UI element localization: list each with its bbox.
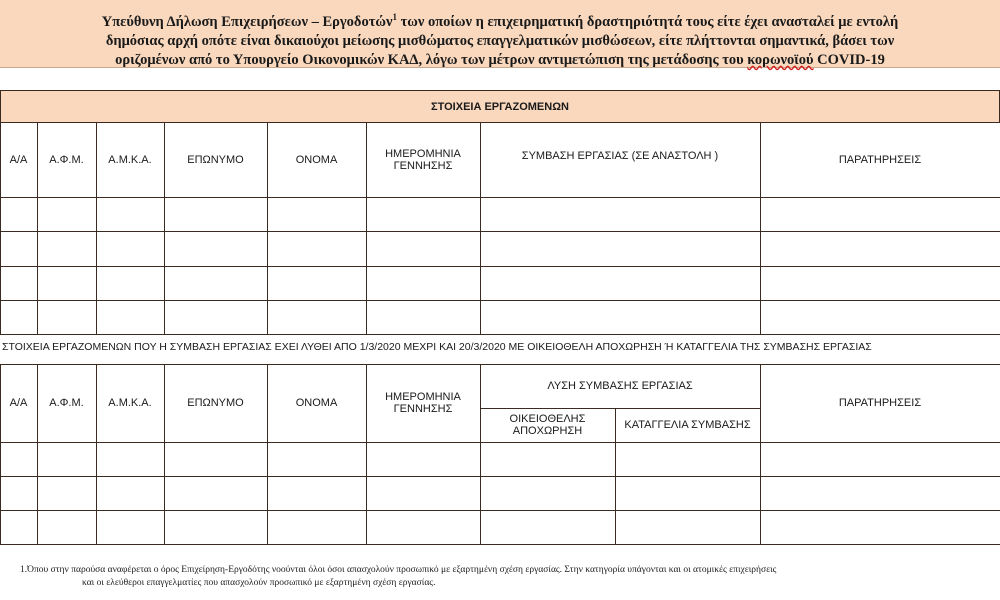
- table1-column-header: Α/Α: [9, 153, 28, 166]
- table2-input-cell[interactable]: [366, 510, 480, 544]
- table2-bottom-border: [0, 544, 1000, 545]
- table1-input-cell[interactable]: [37, 300, 96, 334]
- table2-group-header: ΛΥΣΗ ΣΥΜΒΑΣΗΣ ΕΡΓΑΣΙΑΣ: [547, 380, 693, 392]
- table2-column-header: ΟΝΟΜΑ: [295, 397, 338, 409]
- table1-column-header: Α.Φ.Μ.: [49, 153, 84, 166]
- table2-subheader-voluntary-exit: ΟΙΚΕΙΟΘΕΛΗΣ ΑΠΟΧΩΡΗΣΗ: [509, 413, 586, 437]
- table1-input-cell[interactable]: [0, 197, 37, 231]
- table2-subheader-termination: ΚΑΤΑΓΓΕΛΙΑ ΣΥΜΒΑΣΗΣ: [624, 419, 751, 431]
- table1-input-cell[interactable]: [96, 231, 164, 266]
- title-line1: Υπεύθυνη Δήλωση Επιχειρήσεων – Εργοδοτών: [101, 13, 393, 30]
- table2-input-cell[interactable]: [37, 476, 96, 510]
- table1-column-header: ΠΑΡΑΤΗΡΗΣΕΙΣ: [838, 153, 922, 166]
- table2-column-header: Α.Φ.Μ.: [49, 397, 84, 409]
- table1-input-cell[interactable]: [37, 231, 96, 266]
- footnote-line2: και οι ελεύθεροι επαγγελματίες που απασχολούν προσωπικό με εξαρτημένη σχέση εργασίας.: [82, 578, 436, 588]
- table1-input-cell[interactable]: [760, 266, 1000, 300]
- table1-input-cell[interactable]: [164, 300, 267, 334]
- table1-input-cell[interactable]: [96, 197, 164, 231]
- table1-input-cell[interactable]: [366, 266, 480, 300]
- table1-input-cell[interactable]: [480, 266, 760, 300]
- table2-column-header: Α.Μ.Κ.Α.: [108, 397, 152, 409]
- table1-input-cell[interactable]: [267, 197, 366, 231]
- table2-input-cell[interactable]: [37, 442, 96, 476]
- table2-input-cell[interactable]: [760, 510, 1000, 544]
- table1-input-cell[interactable]: [37, 266, 96, 300]
- table2-input-cell[interactable]: [615, 510, 760, 544]
- table1-input-cell[interactable]: [164, 197, 267, 231]
- table1-title: ΣΤΟΙΧΕΙΑ ΕΡΓΑΖΟΜΕΝΩΝ: [431, 100, 569, 113]
- spellcheck-word: κορωνοϊού: [747, 51, 814, 68]
- table1-input-cell[interactable]: [37, 197, 96, 231]
- title-line1-rest: των οποίων η επιχειρηματική δραστηριότητά τους είτε έχει ανασταλεί με εντολή: [396, 13, 899, 30]
- table1-input-cell[interactable]: [0, 231, 37, 266]
- table2-input-cell[interactable]: [0, 442, 37, 476]
- table1-column-header: ΕΠΩΝΥΜΟ: [187, 153, 244, 166]
- table1-input-cell[interactable]: [760, 300, 1000, 334]
- table2-input-cell[interactable]: [615, 476, 760, 510]
- table2-input-cell[interactable]: [96, 476, 164, 510]
- table2-top-border: [0, 364, 1000, 365]
- table2-input-cell[interactable]: [366, 442, 480, 476]
- table2-column-header: ΠΑΡΑΤΗΡΗΣΕΙΣ: [838, 397, 922, 409]
- title-line3-rest: COVID-19: [813, 51, 885, 68]
- table1-input-cell[interactable]: [96, 266, 164, 300]
- table2-column-header: ΕΠΩΝΥΜΟ: [187, 397, 244, 409]
- table1-input-cell[interactable]: [366, 231, 480, 266]
- table1-bottom-border: [0, 334, 1000, 335]
- table2-input-cell[interactable]: [164, 476, 267, 510]
- table1-column-header: Α.Μ.Κ.Α.: [108, 153, 152, 166]
- table2-input-cell[interactable]: [96, 510, 164, 544]
- table1-input-cell[interactable]: [760, 231, 1000, 266]
- table1-input-cell[interactable]: [480, 197, 760, 231]
- table1-input-cell[interactable]: [267, 300, 366, 334]
- table2-input-cell[interactable]: [0, 510, 37, 544]
- table2-column-header: Α/Α: [9, 397, 28, 409]
- table1-column-header: ΣΥΜΒΑΣΗ ΕΡΓΑΣΙΑΣ (ΣΕ ΑΝΑΣΤΟΛΗ ): [521, 150, 719, 162]
- table1-input-cell[interactable]: [0, 266, 37, 300]
- table1-column-header: ΗΜΕΡΟΜΗΝΙΑ ΓΕΝΝΗΣΗΣ: [385, 147, 461, 172]
- table2-input-cell[interactable]: [366, 476, 480, 510]
- table2-input-cell[interactable]: [267, 442, 366, 476]
- table2-input-cell[interactable]: [164, 442, 267, 476]
- title-line3: οριζομένων από το Υπουργείο Οικονομικών ΚΑΔ, λόγω των μέτρων αντιμετώπιση της μετάδοσης του: [115, 51, 748, 68]
- table1-input-cell[interactable]: [366, 300, 480, 334]
- table2-input-cell[interactable]: [164, 510, 267, 544]
- table1-input-cell[interactable]: [267, 266, 366, 300]
- table1-input-cell[interactable]: [366, 197, 480, 231]
- table2-input-cell[interactable]: [760, 442, 1000, 476]
- table2-input-cell[interactable]: [96, 442, 164, 476]
- table1-input-cell[interactable]: [480, 300, 760, 334]
- table1-input-cell[interactable]: [0, 300, 37, 334]
- table2-input-cell[interactable]: [37, 510, 96, 544]
- table2-input-cell[interactable]: [480, 442, 615, 476]
- footnote: [20, 564, 1000, 590]
- table1-input-cell[interactable]: [164, 231, 267, 266]
- table2-input-cell[interactable]: [267, 476, 366, 510]
- table1-input-cell[interactable]: [480, 231, 760, 266]
- table1-column-header: ΟΝΟΜΑ: [295, 153, 338, 166]
- table2-input-cell[interactable]: [267, 510, 366, 544]
- table1-input-cell[interactable]: [267, 231, 366, 266]
- table2-input-cell[interactable]: [615, 442, 760, 476]
- table2-input-cell[interactable]: [760, 476, 1000, 510]
- table2-title: ΣΤΟΙΧΕΙΑ ΕΡΓΑΖΟΜΕΝΩΝ ΠΟΥ Η ΣΥΜΒΑΣΗ ΕΡΓΑΣΙΑΣ ΕΧΕΙ ΛΥΘΕΙ ΑΠΟ 1/3/2020 ΜΕΧΡΙ ΚΑΙ 20/3/2020 ΜΕ ΟΙΚΕΙΟΘΕΛΗ ΑΠΟΧΩΡΗΣΗ Ή ΚΑΤΑΓΓΕΛΙΑ ΤΗΣ ΣΥΜΒΑΣΗΣ ΕΡΓΑΣΙΑΣ: [2, 341, 872, 353]
- table2-column-header: ΗΜΕΡΟΜΗΝΙΑ ΓΕΝΝΗΣΗΣ: [385, 391, 461, 415]
- table2-input-cell[interactable]: [480, 476, 615, 510]
- footnote-line1: 1.Όπου στην παρούσα αναφέρεται ο όρος Επιχείρηση-Εργοδότης νοούνται όλοι όσοι απασχολούν προσωπικό με εξαρτημένη σχέση εργασίας. Στην κατηγορία υπάγονται και οι ατομικές επιχειρήσεις: [20, 565, 777, 575]
- table2-input-cell[interactable]: [480, 510, 615, 544]
- footnote-marker: 1: [392, 12, 397, 22]
- table1-input-cell[interactable]: [760, 197, 1000, 231]
- table1-input-cell[interactable]: [164, 266, 267, 300]
- table2-input-cell[interactable]: [0, 476, 37, 510]
- title-line2: δημόσιας αρχή οπότε είναι δικαιούχοι μείωσης μισθώματος επαγγελματικών μισθώσεων, είτε πλήττονται σημαντικά, βάσει των: [105, 32, 895, 49]
- table1-input-cell[interactable]: [96, 300, 164, 334]
